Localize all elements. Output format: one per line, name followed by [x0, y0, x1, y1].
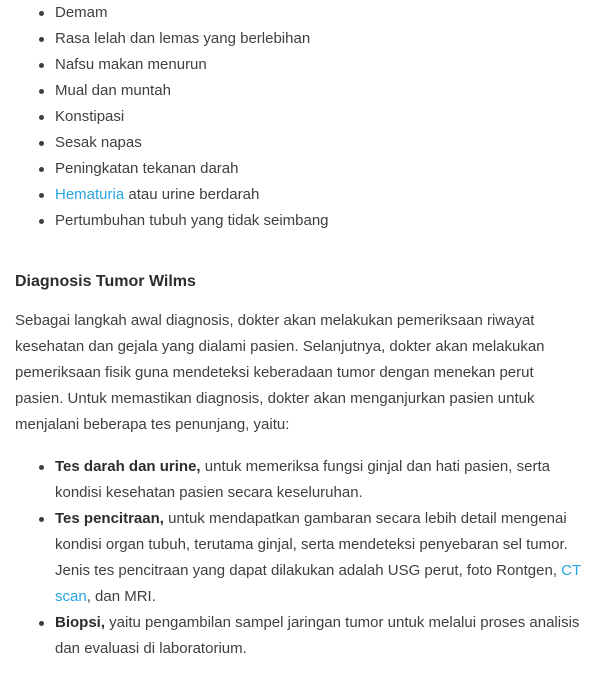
list-item [55, 0, 584, 26]
list-item-text: Mual dan muntah [55, 82, 171, 99]
list-item-text: Rasa lelah dan lemas yang berlebihan [55, 30, 311, 47]
list-item [55, 156, 584, 182]
list-item [55, 610, 584, 662]
list-item [55, 454, 584, 506]
list-item [55, 104, 584, 130]
test-description-end: , dan MRI. [86, 588, 156, 605]
ct-scan-link[interactable]: CT scan [55, 562, 581, 605]
test-description: yaitu pengambilan sampel jaringan tumor untuk melalui proses analisis dan evaluasi di laboratorium. [55, 614, 580, 657]
list-item [55, 208, 584, 234]
section-heading: Diagnosis Tumor Wilms [15, 273, 196, 290]
list-item [55, 78, 584, 104]
list-item-text: Pertumbuhan tubuh yang tidak seimbang [55, 212, 329, 229]
list-item-text: Peningkatan tekanan darah [55, 160, 239, 177]
list-item-text: Sesak napas [55, 134, 142, 151]
test-description: untuk mendapatkan gambaran secara lebih detail mengenai kondisi organ tubuh, terutama ginjal, serta mendeteksi penyebaran sel tumor. Jenis tes pencitraan yang dapat dilakukan adalah USG perut, foto Rontgen, [55, 510, 568, 579]
test-name: Tes darah dan urine, [55, 458, 201, 475]
intro-paragraph: Sebagai langkah awal diagnosis, dokter akan melakukan pemeriksaan riwayat kesehatan dan gejala yang dialami pasien. Selanjutnya, dokter akan melakukan pemeriksaan fisik guna mendeteksi keberadaan tumor dengan menekan perut pasien. Untuk memastikan diagnosis, dokter akan menganjurkan pasien untuk menjalani beberapa tes penunjang, yaitu: [15, 312, 545, 433]
test-name: Biopsi, [55, 614, 106, 631]
list-item [55, 26, 584, 52]
list-item-text: Konstipasi [55, 108, 125, 125]
list-item [55, 182, 584, 208]
list-item [55, 506, 584, 610]
hematuria-link[interactable]: Hematuria [55, 186, 125, 203]
test-name: Tes pencitraan, [55, 510, 164, 527]
list-item [55, 52, 584, 78]
symptom-list [15, 0, 584, 234]
list-item-text: Demam [55, 4, 108, 21]
list-item-text: Nafsu makan menurun [55, 56, 207, 73]
list-item [55, 130, 584, 156]
test-description: untuk memeriksa fungsi ginjal dan hati pasien, serta kondisi kesehatan pasien secara keseluruhan. [55, 458, 550, 501]
list-item-text: atau urine berdarah [124, 186, 260, 203]
test-list [15, 454, 584, 662]
